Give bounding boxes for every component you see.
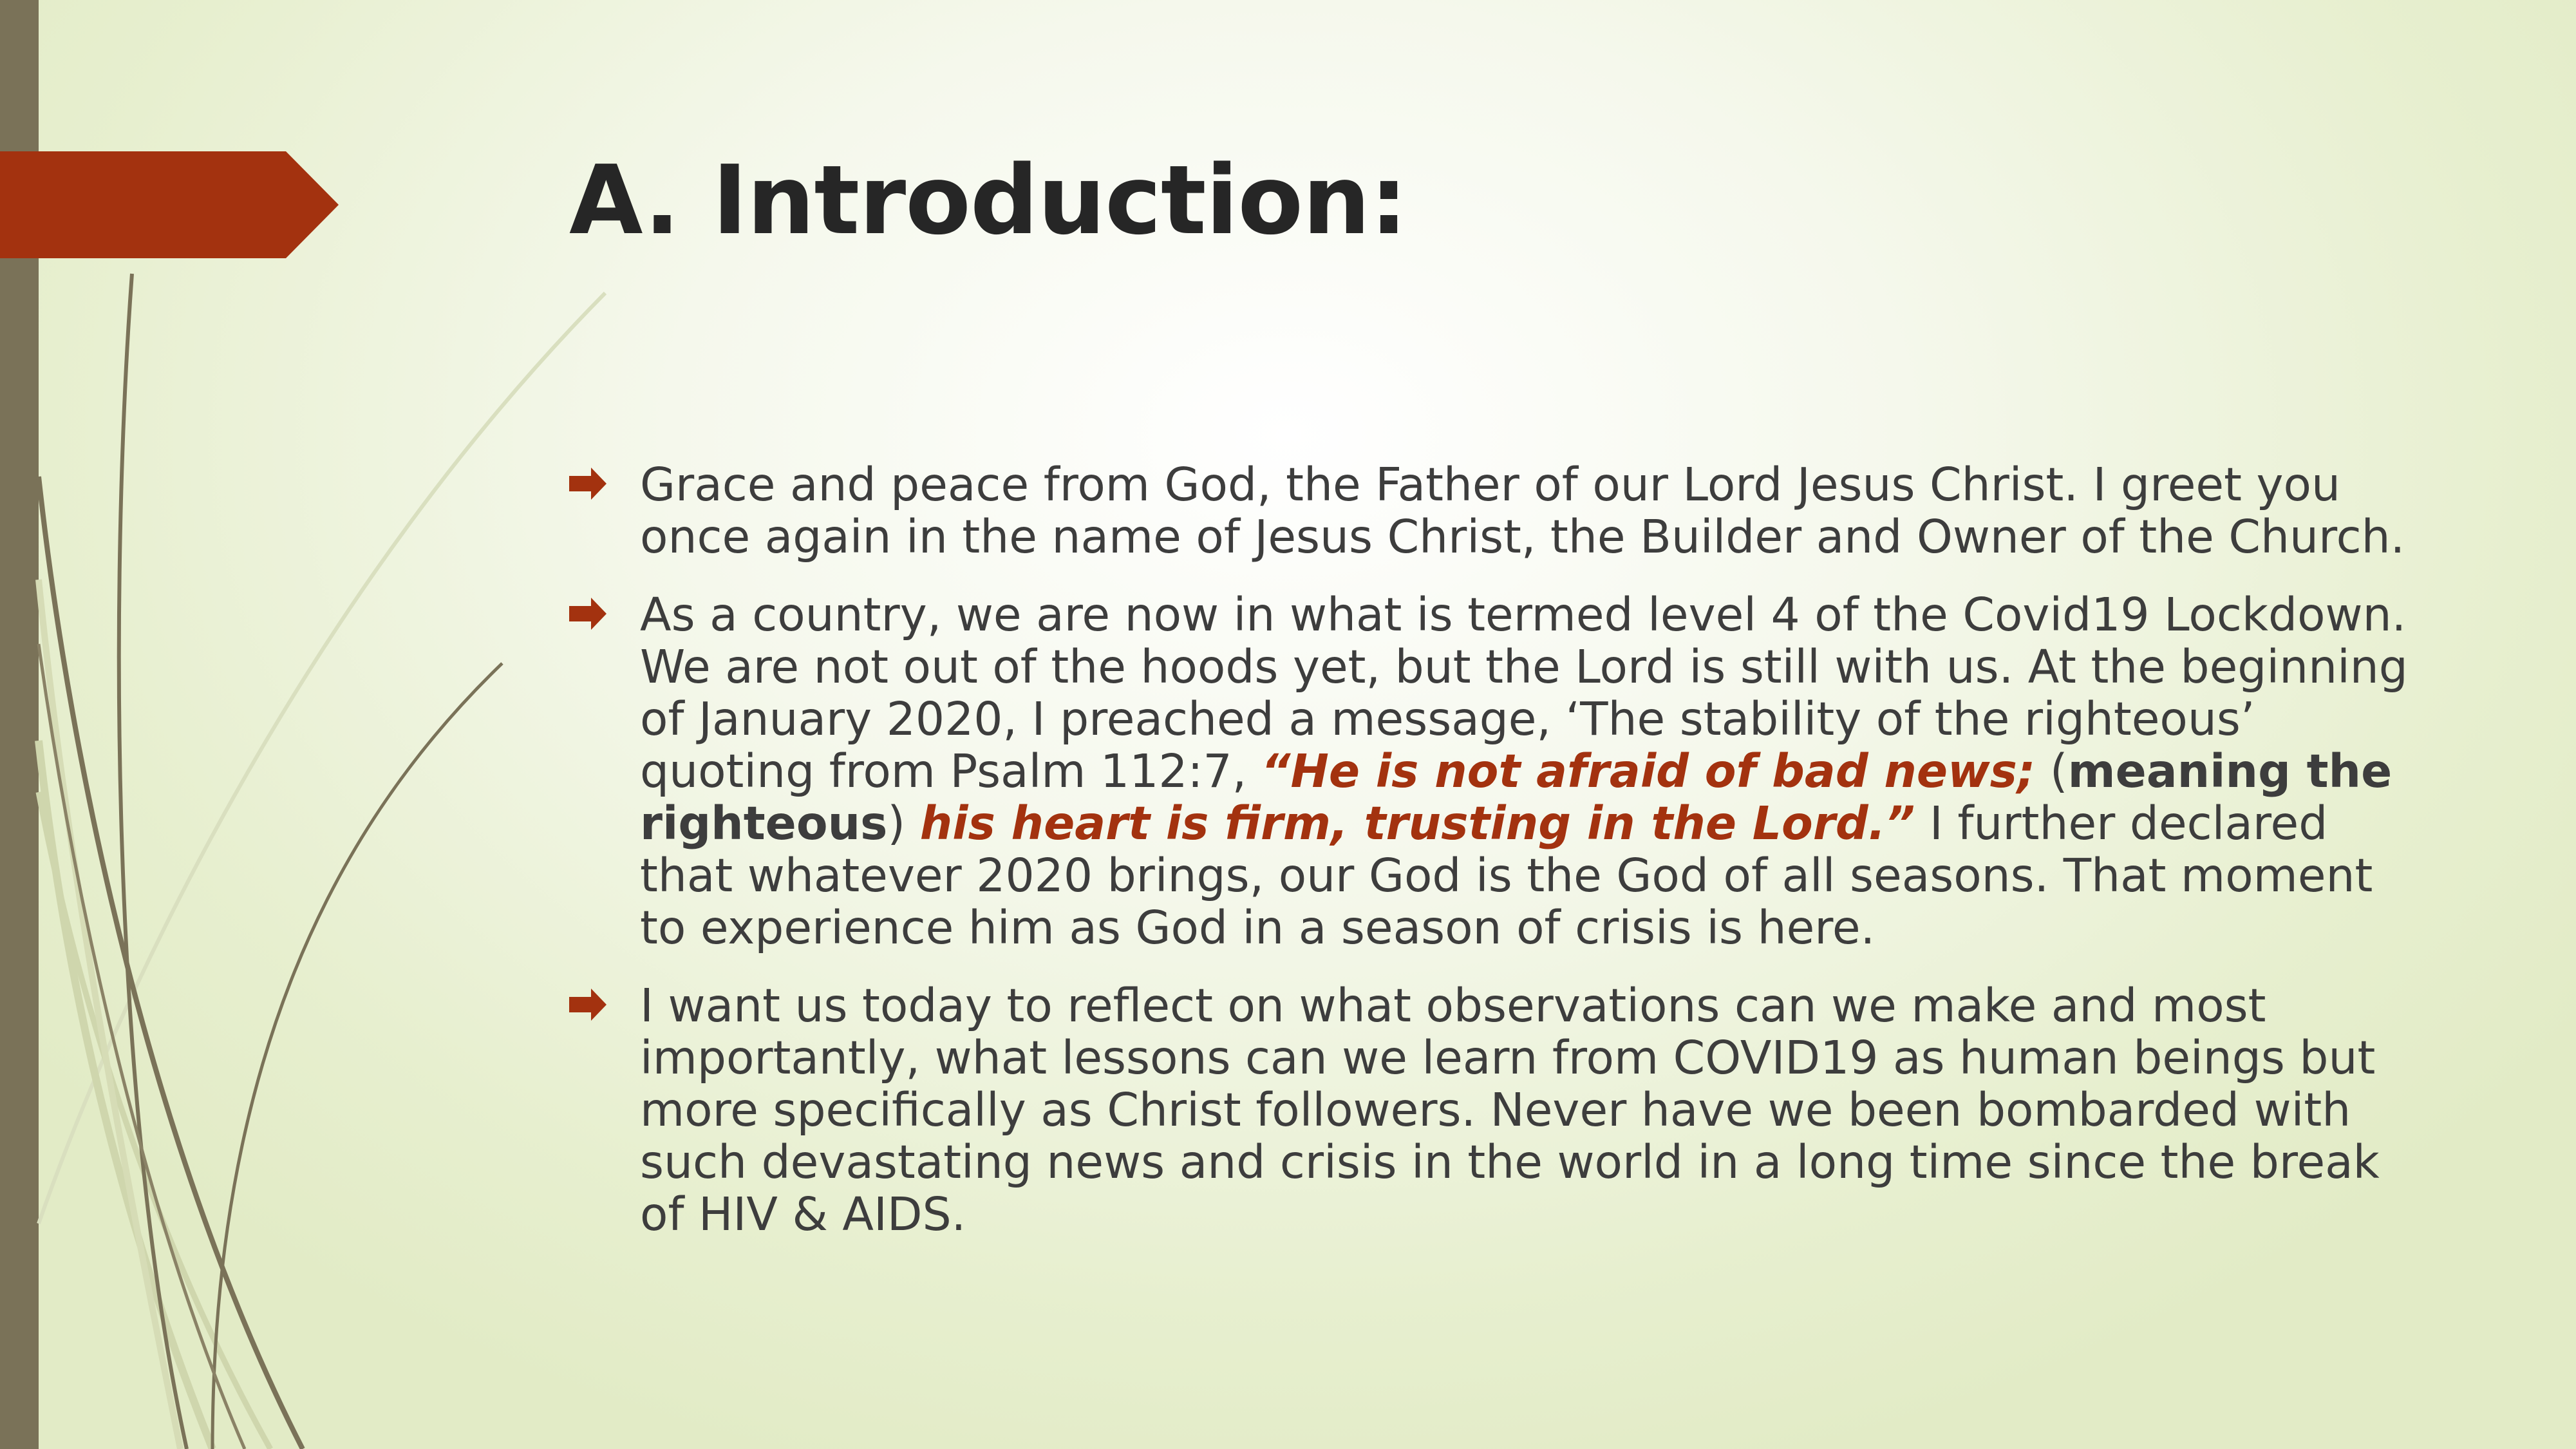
paren-close: ) bbox=[887, 797, 920, 850]
slide-title: A. Introduction: bbox=[569, 145, 1407, 256]
bullet-text: I further declared that whatever 2020 brings, our God is the God of all seasons. That moment to experience him as God in a season of crisis is here. bbox=[640, 797, 2373, 954]
bullet-text: As a country, we are now in what is termed level 4 of the Covid19 Lockdown. We are not out of the hoods yet, but the Lord is still with us. At the beginning of January 2020, I preached a message, ‘The stability of the righteous’ quoting from Psalm 112:7, bbox=[640, 588, 2408, 798]
scripture-quote: “He is not afraid of bad news; bbox=[1261, 744, 2036, 798]
arrow-bullet-icon bbox=[569, 598, 606, 630]
scripture-quote: his heart is firm, trusting in the Lord.” bbox=[919, 797, 1915, 850]
title-arrow-banner bbox=[0, 151, 341, 258]
bullet-text: I want us today to reflect on what observations can we make and most importantly, what lessons can we learn from COVID19 as human beings but more specifically as Christ followers. Never have we been bombarded with such devastating news and crisis in the world in a long time since the break of HIV & AIDS. bbox=[640, 979, 2380, 1241]
bullet-item-covid-lockdown bbox=[569, 589, 2423, 954]
bullet-list bbox=[569, 459, 2423, 1266]
paren-open: ( bbox=[2035, 744, 2068, 798]
arrow-bullet-icon bbox=[569, 468, 606, 500]
emphasis-text: meaning the righteous bbox=[640, 744, 2393, 850]
arrow-bullet-icon bbox=[569, 989, 606, 1021]
bullet-item-greeting bbox=[569, 459, 2423, 563]
bullet-text: Grace and peace from God, the Father of our Lord Jesus Christ. I greet you once again in the name of Jesus Christ, the Builder and Owner of the Church. bbox=[640, 458, 2405, 564]
bullet-item-reflection bbox=[569, 980, 2423, 1240]
